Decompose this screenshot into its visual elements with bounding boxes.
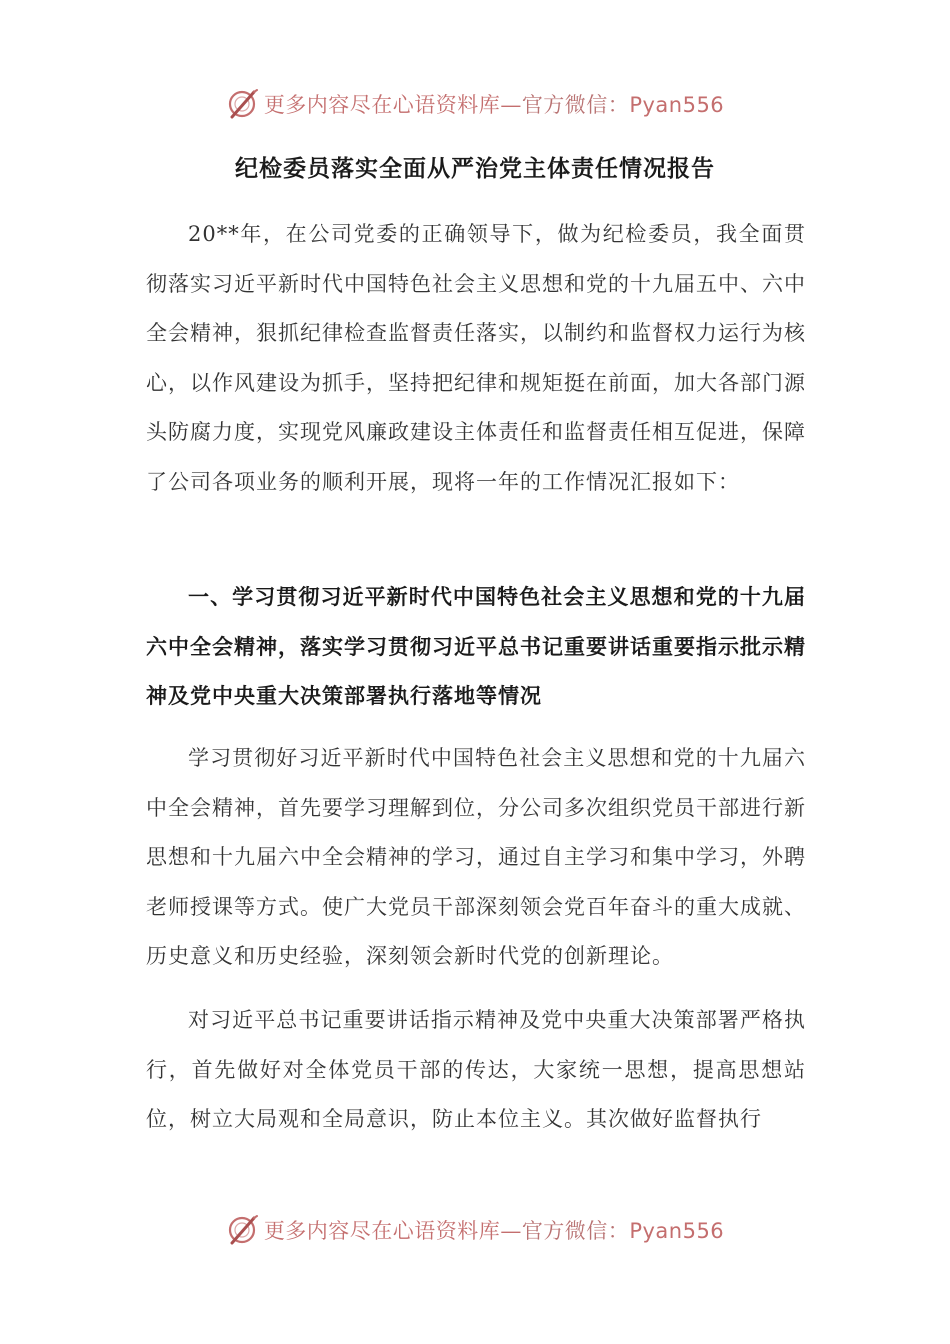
section-heading-1 — [146, 572, 806, 721]
document-title: 纪检委员落实全面从严治党主体责任情况报告 — [235, 155, 715, 182]
banner-text — [264, 89, 724, 119]
paragraph-text: 对习近平总书记重要讲话指示精神及党中央重大决策部署严格执行，首先做好对全体党员干部的传达，大家统一思想，提高思想站位，树立大局观和全局意识，防止本位主义。其次做好监督执行 — [146, 1008, 806, 1132]
banner-wechat-label: 官方微信： — [521, 93, 630, 117]
banner-dash: — — [500, 1219, 522, 1243]
banner-wechat-label: 官方微信： — [521, 1219, 630, 1243]
paragraph-text: 学习贯彻好习近平新时代中国特色社会主义思想和党的十九届六中全会精神，首先要学习理解到位，分公司多次组织党员干部进行新思想和十九届六中全会精神的学习，通过自主学习和集中学习，外聘老师授课等方式。使广大党员干部深刻领会党百年奋斗的重大成就、历史意义和历史经验，深刻领会新时代党的创新理论。 — [146, 746, 806, 969]
banner-handle: Pyan556 — [629, 1219, 725, 1243]
banner-dash: — — [500, 93, 522, 117]
header-banner — [0, 82, 950, 126]
banner-handle: Pyan556 — [629, 93, 725, 117]
pen-logo-icon — [226, 1213, 260, 1247]
banner-text — [264, 1215, 724, 1245]
banner-main-text: 更多内容尽在心语资料库 — [263, 1219, 501, 1243]
body-paragraph-1 — [146, 210, 806, 508]
heading-text: 一、学习贯彻习近平新时代中国特色社会主义思想和党的十九届六中全会精神，落实学习贯彻习近平总书记重要讲话重要指示批示精神及党中央重大决策部署执行落地等情况 — [146, 584, 806, 709]
banner-main-text: 更多内容尽在心语资料库 — [263, 93, 501, 117]
paragraph-text: 20**年，在公司党委的正确领导下，做为纪检委员，我全面贯彻落实习近平新时代中国特色社会主义思想和党的十九届五中、六中全会精神，狠抓纪律检查监督责任落实，以制约和监督权力运行为核心，以作风建设为抓手，坚持把纪律和规矩挺在前面，加大各部门源头防腐力度，实现党风廉政建设主体责任和监督责任相互促进，保障了公司各项业务的顺利开展，现将一年的工作情况汇报如下： — [146, 222, 806, 494]
footer-banner — [0, 1208, 950, 1252]
body-paragraph-2 — [146, 734, 806, 982]
body-paragraph-3 — [146, 996, 806, 1145]
pen-logo-icon — [226, 87, 260, 121]
